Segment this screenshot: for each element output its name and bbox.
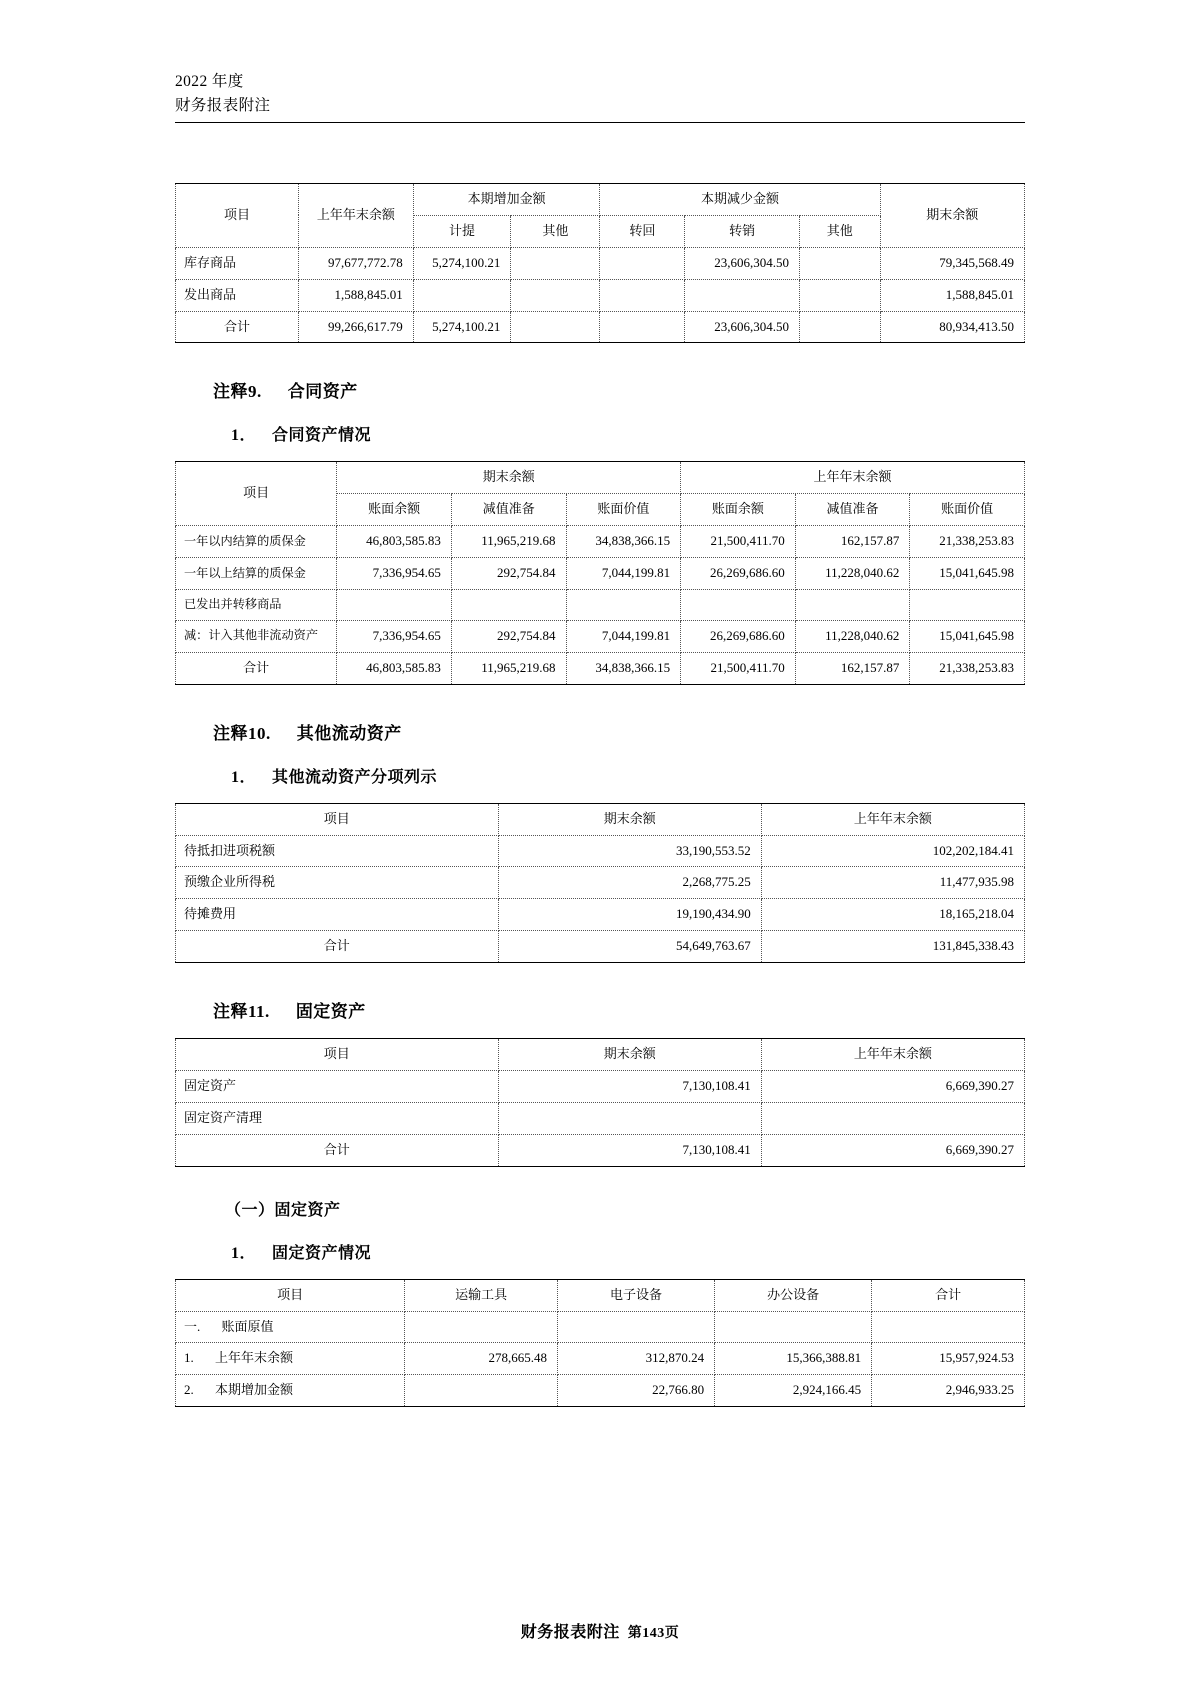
row-label: 账面原值 bbox=[221, 1318, 274, 1334]
row-index: 1. bbox=[184, 1350, 194, 1366]
table-row bbox=[176, 1311, 1025, 1343]
cell-value bbox=[451, 590, 566, 621]
cell-item: 一年以内结算的质保金 bbox=[176, 526, 337, 558]
cell-value: 5,274,100.21 bbox=[413, 247, 511, 279]
cell-value: 21,500,411.70 bbox=[681, 652, 796, 684]
note9-sub-number: 1． bbox=[231, 427, 257, 445]
table-row bbox=[176, 558, 1025, 590]
cell-value bbox=[405, 1311, 558, 1343]
col-opening-group: 上年年末余额 bbox=[681, 462, 1025, 494]
cell-value bbox=[600, 311, 685, 343]
table-row bbox=[176, 1071, 1025, 1103]
col-item: 项目 bbox=[176, 1279, 405, 1311]
note9-sub-heading bbox=[231, 422, 1025, 445]
cell-value: 312,870.24 bbox=[558, 1343, 715, 1375]
col-item: 项目 bbox=[176, 1039, 499, 1071]
table-row bbox=[176, 620, 1025, 652]
table-header-row bbox=[176, 1039, 1025, 1071]
cell-value: 11,477,935.98 bbox=[761, 867, 1024, 899]
cell-value: 292,754.84 bbox=[451, 558, 566, 590]
cell-value: 15,957,924.53 bbox=[872, 1343, 1025, 1375]
table-row bbox=[176, 867, 1025, 899]
col-opening: 上年年末余额 bbox=[761, 1039, 1024, 1071]
fixed-assets-part-heading: （一）固定资产 bbox=[225, 1201, 341, 1219]
other-current-assets-table bbox=[175, 803, 1025, 963]
cell-item bbox=[176, 1375, 405, 1407]
cell-value bbox=[799, 247, 880, 279]
col-transport: 运输工具 bbox=[405, 1279, 558, 1311]
cell-item: 待抵扣进项税额 bbox=[176, 835, 499, 867]
cell-value: 21,338,253.83 bbox=[910, 652, 1025, 684]
cell-value: 2,268,775.25 bbox=[498, 867, 761, 899]
col-opening: 上年年末余额 bbox=[761, 803, 1024, 835]
cell-value: 7,336,954.65 bbox=[337, 558, 452, 590]
cell-value: 18,165,218.04 bbox=[761, 899, 1024, 931]
header-title: 财务报表附注 bbox=[175, 97, 271, 115]
cell-value: 7,336,954.65 bbox=[337, 620, 452, 652]
col-closing-group: 期末余额 bbox=[337, 462, 681, 494]
note10-sub-title: 其他流动资产分项列示 bbox=[272, 768, 438, 786]
cell-value: 162,157.87 bbox=[795, 652, 910, 684]
cell-item: 已发出并转移商品 bbox=[176, 590, 337, 621]
table-total-row bbox=[176, 1134, 1025, 1166]
cell-value bbox=[799, 311, 880, 343]
cell-value: 26,269,686.60 bbox=[681, 558, 796, 590]
table-row bbox=[176, 1375, 1025, 1407]
cell-value bbox=[872, 1311, 1025, 1343]
col-closing: 期末余额 bbox=[498, 803, 761, 835]
note10-number: 注释10. bbox=[213, 723, 271, 743]
cell-value bbox=[799, 279, 880, 311]
cell-value bbox=[558, 1311, 715, 1343]
cell-value: 11,228,040.62 bbox=[795, 620, 910, 652]
note10-title: 其他流动资产 bbox=[296, 723, 402, 743]
cell-value: 2,924,166.45 bbox=[715, 1375, 872, 1407]
page-header bbox=[175, 70, 1025, 123]
table-header-row bbox=[176, 803, 1025, 835]
col-impairment-closing: 减值准备 bbox=[451, 494, 566, 526]
cell-value: 97,677,772.78 bbox=[299, 247, 414, 279]
cell-value bbox=[405, 1375, 558, 1407]
table-row bbox=[176, 899, 1025, 931]
cell-item: 合计 bbox=[176, 1134, 499, 1166]
cell-item bbox=[176, 1343, 405, 1375]
cell-value bbox=[511, 279, 600, 311]
cell-item: 合计 bbox=[176, 311, 299, 343]
cell-value bbox=[795, 590, 910, 621]
cell-value: 2,946,933.25 bbox=[872, 1375, 1025, 1407]
cell-value: 23,606,304.50 bbox=[685, 247, 800, 279]
cell-value: 278,665.48 bbox=[405, 1343, 558, 1375]
cell-value: 11,965,219.68 bbox=[451, 526, 566, 558]
table-row bbox=[176, 247, 1025, 279]
note9-sub-title: 合同资产情况 bbox=[272, 427, 372, 445]
cell-value: 11,228,040.62 bbox=[795, 558, 910, 590]
cell-value: 7,044,199.81 bbox=[566, 620, 681, 652]
cell-value: 80,934,413.50 bbox=[880, 311, 1024, 343]
col-opening: 上年年末余额 bbox=[299, 184, 414, 248]
col-total: 合计 bbox=[872, 1279, 1025, 1311]
col-increase-other: 其他 bbox=[511, 215, 600, 247]
table-total-row bbox=[176, 931, 1025, 963]
footer-label: 财务报表附注 bbox=[520, 1624, 620, 1641]
row-index: 一. bbox=[184, 1318, 201, 1334]
cell-item: 待摊费用 bbox=[176, 899, 499, 931]
table-row bbox=[176, 1102, 1025, 1134]
fixed-assets-summary-table bbox=[175, 1038, 1025, 1167]
col-decrease-other: 其他 bbox=[799, 215, 880, 247]
col-impairment-opening: 减值准备 bbox=[795, 494, 910, 526]
cell-value: 292,754.84 bbox=[451, 620, 566, 652]
col-increase-jiti: 计提 bbox=[413, 215, 511, 247]
table-row bbox=[176, 835, 1025, 867]
table-header-row bbox=[176, 1279, 1025, 1311]
col-closing: 期末余额 bbox=[880, 184, 1024, 248]
table-row bbox=[176, 590, 1025, 621]
table-row bbox=[176, 526, 1025, 558]
cell-value: 11,965,219.68 bbox=[451, 652, 566, 684]
cell-value: 23,606,304.50 bbox=[685, 311, 800, 343]
col-book-balance-closing: 账面余额 bbox=[337, 494, 452, 526]
col-closing: 期末余额 bbox=[498, 1039, 761, 1071]
cell-value: 46,803,585.83 bbox=[337, 526, 452, 558]
col-book-value-opening: 账面价值 bbox=[910, 494, 1025, 526]
cell-value bbox=[337, 590, 452, 621]
cell-value: 34,838,366.15 bbox=[566, 526, 681, 558]
cell-value bbox=[413, 279, 511, 311]
cell-value: 99,266,617.79 bbox=[299, 311, 414, 343]
cell-value: 26,269,686.60 bbox=[681, 620, 796, 652]
col-book-balance-opening: 账面余额 bbox=[681, 494, 796, 526]
cell-item: 合计 bbox=[176, 652, 337, 684]
cell-value bbox=[681, 590, 796, 621]
cell-value: 102,202,184.41 bbox=[761, 835, 1024, 867]
note9-title: 合同资产 bbox=[287, 382, 358, 402]
fixed-assets-sub-number: 1． bbox=[231, 1244, 257, 1262]
col-item: 项目 bbox=[176, 462, 337, 526]
fixed-assets-sub-heading bbox=[231, 1240, 1025, 1263]
cell-value: 79,345,568.49 bbox=[880, 247, 1024, 279]
page-footer bbox=[0, 1619, 1200, 1642]
table-total-row bbox=[176, 652, 1025, 684]
note11-heading bbox=[213, 997, 1025, 1022]
cell-item: 预缴企业所得税 bbox=[176, 867, 499, 899]
col-book-value-closing: 账面价值 bbox=[566, 494, 681, 526]
cell-value: 1,588,845.01 bbox=[880, 279, 1024, 311]
cell-value: 7,130,108.41 bbox=[498, 1071, 761, 1103]
cell-value bbox=[566, 590, 681, 621]
cell-value: 15,041,645.98 bbox=[910, 620, 1025, 652]
col-decrease-group: 本期减少金额 bbox=[600, 184, 880, 216]
cell-value: 19,190,434.90 bbox=[498, 899, 761, 931]
col-item: 项目 bbox=[176, 803, 499, 835]
col-electronic: 电子设备 bbox=[558, 1279, 715, 1311]
cell-value bbox=[685, 279, 800, 311]
cell-value bbox=[715, 1311, 872, 1343]
fixed-assets-sub-title: 固定资产情况 bbox=[272, 1244, 372, 1262]
row-index: 2. bbox=[184, 1382, 194, 1398]
cell-value: 7,044,199.81 bbox=[566, 558, 681, 590]
contract-assets-table bbox=[175, 461, 1025, 684]
cell-value: 21,338,253.83 bbox=[910, 526, 1025, 558]
cell-item: 合计 bbox=[176, 931, 499, 963]
cell-item: 库存商品 bbox=[176, 247, 299, 279]
cell-value bbox=[498, 1102, 761, 1134]
header-year: 2022 年度 bbox=[175, 73, 244, 90]
cell-value: 6,669,390.27 bbox=[761, 1071, 1024, 1103]
cell-value: 21,500,411.70 bbox=[681, 526, 796, 558]
note10-sub-heading bbox=[231, 764, 1025, 787]
note9-number: 注释9. bbox=[213, 382, 262, 402]
cell-value: 131,845,338.43 bbox=[761, 931, 1024, 963]
col-item: 项目 bbox=[176, 184, 299, 248]
cell-value: 162,157.87 bbox=[795, 526, 910, 558]
cell-value: 7,130,108.41 bbox=[498, 1134, 761, 1166]
col-increase-group: 本期增加金额 bbox=[413, 184, 600, 216]
cell-item: 固定资产清理 bbox=[176, 1102, 499, 1134]
cell-value bbox=[600, 279, 685, 311]
cell-value: 15,366,388.81 bbox=[715, 1343, 872, 1375]
cell-value: 1,588,845.01 bbox=[299, 279, 414, 311]
cell-value: 6,669,390.27 bbox=[761, 1134, 1024, 1166]
table-total-row bbox=[176, 311, 1025, 343]
inventory-table bbox=[175, 183, 1025, 343]
cell-value bbox=[600, 247, 685, 279]
cell-value: 15,041,645.98 bbox=[910, 558, 1025, 590]
cell-item bbox=[176, 1311, 405, 1343]
note10-sub-number: 1． bbox=[231, 768, 257, 786]
cell-value bbox=[511, 247, 600, 279]
cell-item: 一年以上结算的质保金 bbox=[176, 558, 337, 590]
cell-value: 5,274,100.21 bbox=[413, 311, 511, 343]
footer-page-number: 第143页 bbox=[627, 1626, 680, 1641]
col-decrease-zhuanhui: 转回 bbox=[600, 215, 685, 247]
table-header-row bbox=[176, 184, 1025, 216]
note10-heading bbox=[213, 719, 1025, 744]
cell-item: 固定资产 bbox=[176, 1071, 499, 1103]
row-label: 上年年末余额 bbox=[215, 1350, 294, 1366]
cell-value: 54,649,763.67 bbox=[498, 931, 761, 963]
cell-item: 发出商品 bbox=[176, 279, 299, 311]
cell-value bbox=[910, 590, 1025, 621]
col-office: 办公设备 bbox=[715, 1279, 872, 1311]
table-header-row bbox=[176, 462, 1025, 494]
note11-title: 固定资产 bbox=[295, 1002, 366, 1022]
col-decrease-zhuanxiao: 转销 bbox=[685, 215, 800, 247]
cell-value: 34,838,366.15 bbox=[566, 652, 681, 684]
cell-item: 减：计入其他非流动资产 bbox=[176, 620, 337, 652]
row-label: 本期增加金额 bbox=[215, 1382, 294, 1398]
inventory-table-wrap bbox=[175, 183, 1025, 343]
cell-value: 33,190,553.52 bbox=[498, 835, 761, 867]
cell-value: 22,766.80 bbox=[558, 1375, 715, 1407]
cell-value bbox=[511, 311, 600, 343]
table-row bbox=[176, 279, 1025, 311]
table-row bbox=[176, 1343, 1025, 1375]
cell-value bbox=[761, 1102, 1024, 1134]
note9-heading bbox=[213, 377, 1025, 402]
note11-number: 注释11. bbox=[213, 1002, 270, 1022]
fixed-assets-detail-table bbox=[175, 1279, 1025, 1408]
cell-value: 46,803,585.83 bbox=[337, 652, 452, 684]
